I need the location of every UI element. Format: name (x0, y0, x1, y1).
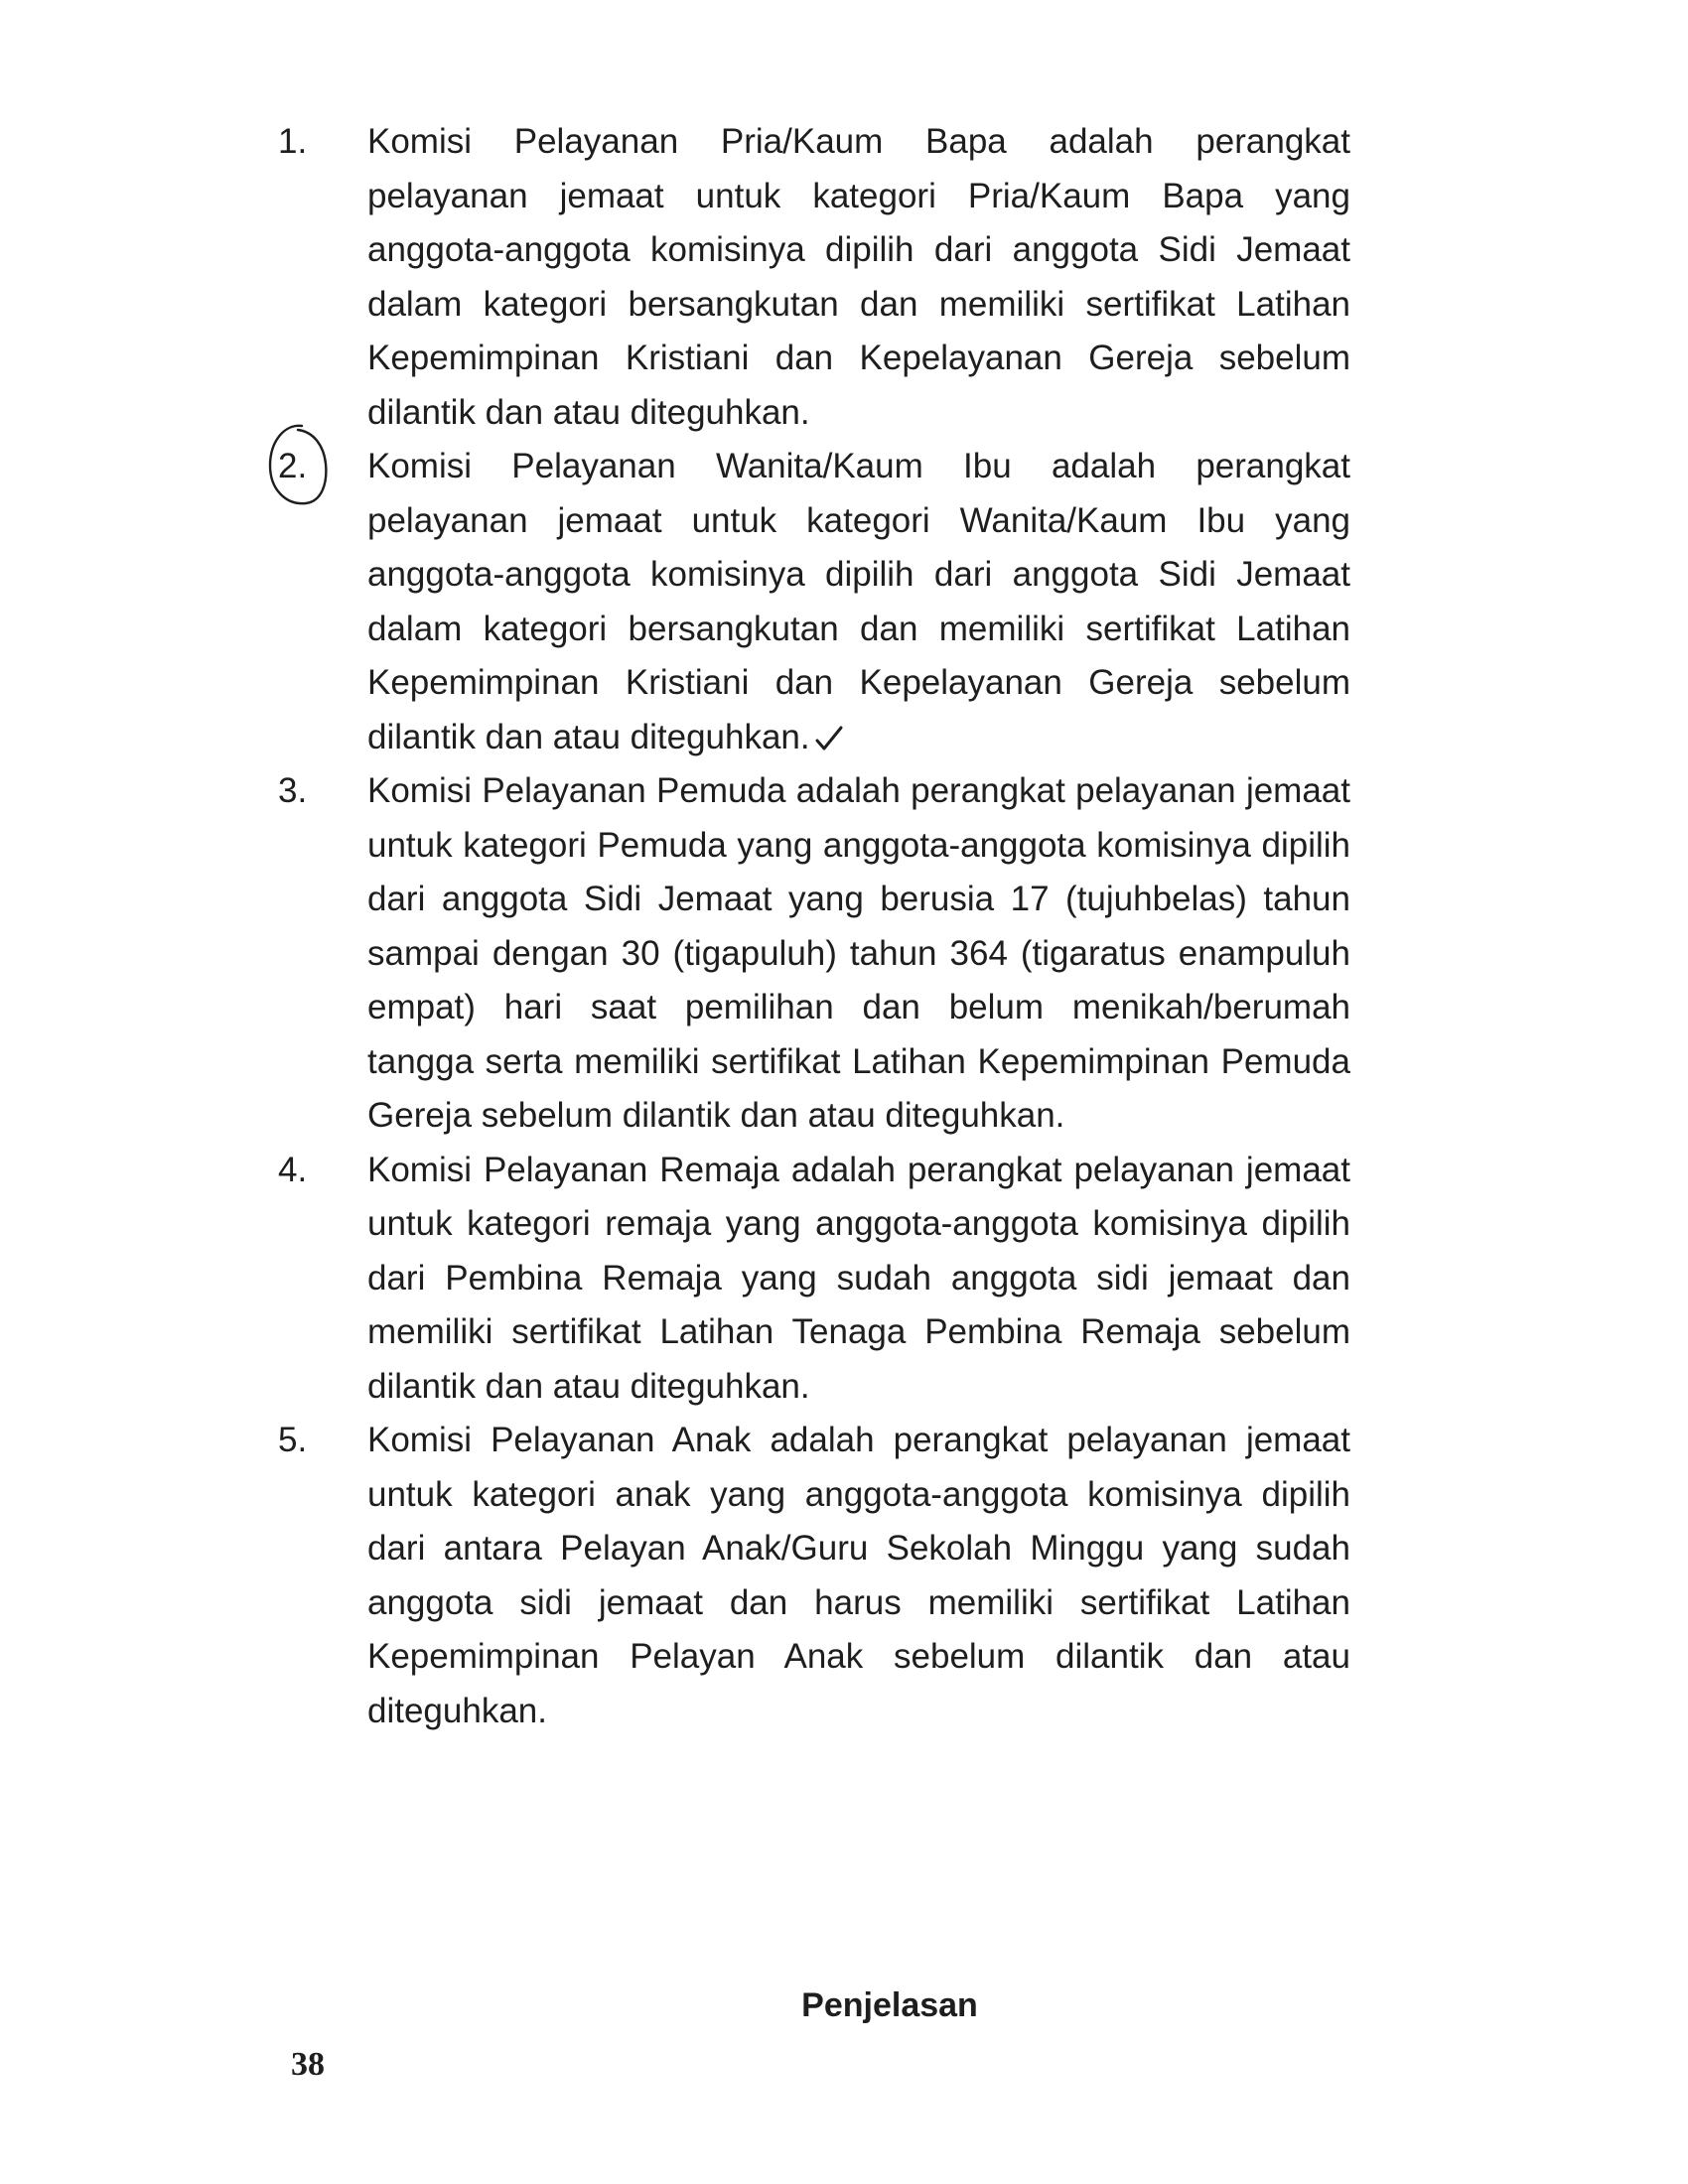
list-item-text: Komisi Pelayanan Pemuda adalah perangkat pelayanan jemaat untuk kategori Pemuda yang anggota-anggota komisinya dipilih dari anggota Sidi Jemaat yang berusia 17 (tujuhbelas) tahun sampai dengan 30 (tigapuluh) tahun 364 (tigaratus enampuluh empat) hari saat pemilihan dan belum menikah/berumah tangga serta memiliki sertifikat Latihan Kepemimpinan Pemuda Gereja sebelum dilantik dan atau diteguhkan. (367, 771, 1350, 1135)
list-item-text: Komisi Pelayanan Pria/Kaum Bapa adalah perangkat pelayanan jemaat untuk kategori Pria/Kaum Bapa yang anggota-anggota komisinya dipilih dari anggota Sidi Jemaat dalam kategori bersangkutan dan memiliki sertifikat Latihan Kepemimpinan Kristiani dan Kepelayanan Gereja sebelum dilantik dan atau diteguhkan. (367, 122, 1350, 432)
page-number: 38 (291, 2046, 325, 2083)
section-heading-label: Penjelasan (801, 1986, 978, 2024)
list-item (278, 115, 1350, 440)
section-heading (0, 1983, 1688, 2027)
list-item-number: 3. (278, 771, 308, 810)
list-item (278, 1414, 1350, 1738)
list-item (278, 1144, 1350, 1415)
list-item-number: 4. (278, 1150, 308, 1189)
list-item-number: 1. (278, 122, 308, 161)
list-item-text: Komisi Pelayanan Remaja adalah perangkat pelayanan jemaat untuk kategori remaja yang anggota-anggota komisinya dipilih dari Pembina Remaja yang sudah anggota sidi jemaat dan memiliki sertifikat Latihan Tenaga Pembina Remaja sebelum dilantik dan atau diteguhkan. (367, 1150, 1350, 1406)
numbered-list (278, 115, 1350, 1738)
list-item-number: 2. (278, 440, 367, 494)
list-item-text: Komisi Pelayanan Anak adalah perangkat pelayanan jemaat untuk kategori anak yang anggota-anggota komisinya dipilih dari antara Pelayan Anak/Guru Sekolah Minggu yang sudah anggota sidi jemaat dan harus memiliki sertifikat Latihan Kepemimpinan Pelayan Anak sebelum dilantik dan atau diteguhkan. (367, 1421, 1350, 1730)
list-item (278, 440, 1350, 764)
list-item (278, 764, 1350, 1144)
check-mark-icon (814, 725, 844, 752)
list-item-text: Komisi Pelayanan Wanita/Kaum Ibu adalah perangkat pelayanan jemaat untuk kategori Wanita/Kaum Ibu yang anggota-anggota komisinya dipilih dari anggota Sidi Jemaat dalam kategori bersangkutan dan memiliki sertifikat Latihan Kepemimpinan Kristiani dan Kepelayanan Gereja sebelum dilantik dan atau diteguhkan. (367, 447, 1350, 756)
list-item-number: 5. (278, 1421, 308, 1459)
